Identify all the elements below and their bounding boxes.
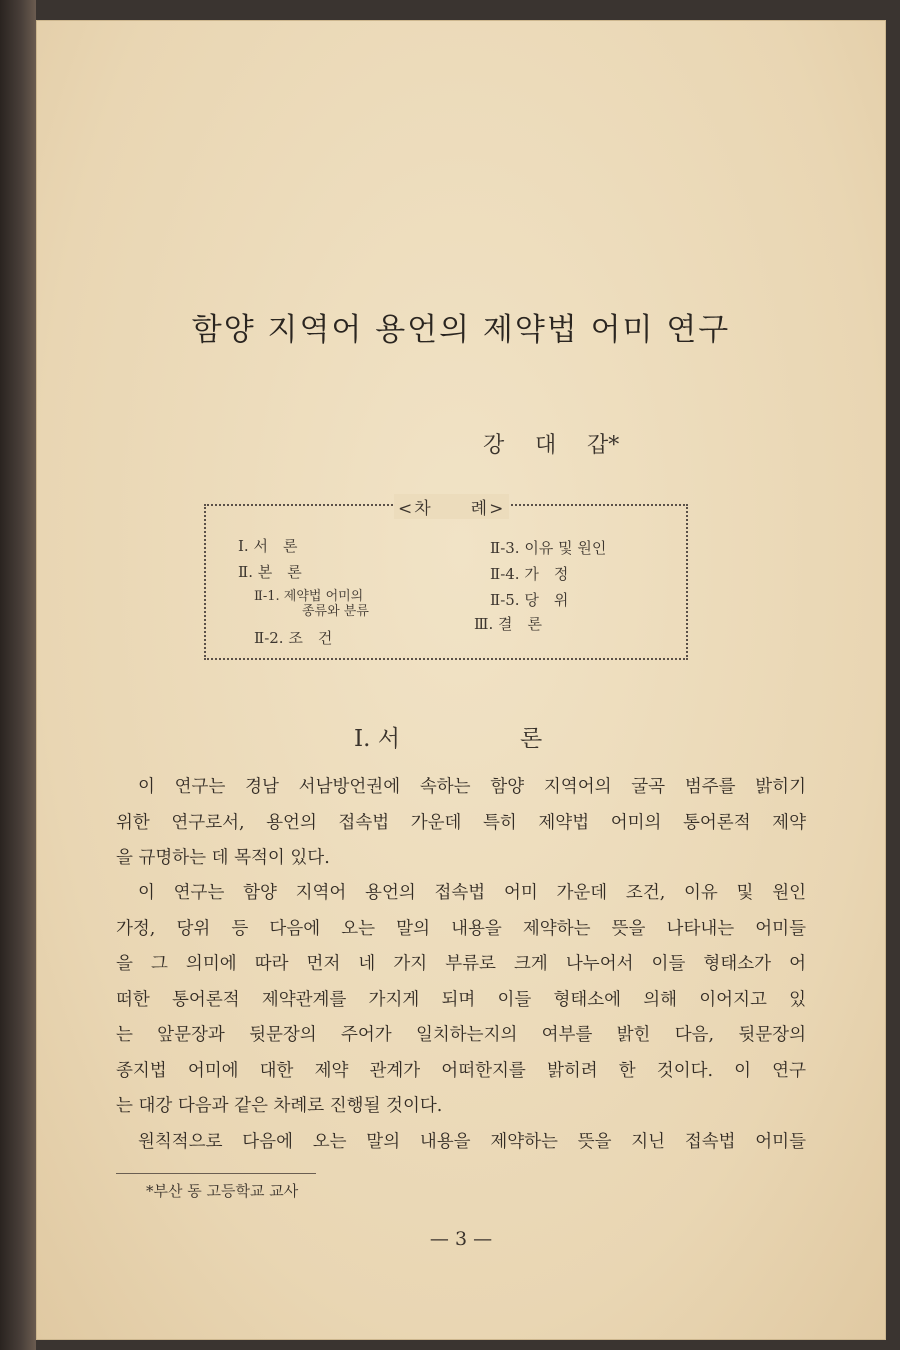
text-line: 위한 연구로서, 용언의 접속법 가운데 특히 제약법 어미의 통어론적 제약 (116, 812, 806, 833)
toc-heading: <차 례> (394, 494, 509, 519)
toc-item: Ⅱ-2. 조 건 (254, 629, 333, 647)
author-part: 대 (535, 433, 557, 458)
text-line: 을 그 의미에 따라 먼저 네 가지 부류로 크게 나누어서 이들 형태소가 어 (116, 954, 806, 974)
book-spine-shadow (0, 0, 36, 1350)
text-line: 을 규명하는 데 목적이 있다. (116, 848, 330, 868)
toc-item: Ⅱ-3. 이유 및 원인 (490, 539, 607, 557)
toc-item: Ⅱ. 본 론 (238, 563, 302, 581)
text-line: 는 대강 다음과 같은 차례로 진행될 것이다. (116, 1096, 443, 1116)
text-line: 이 연구는 경남 서남방언권에 속하는 함양 지역어의 굴곡 범주를 밝히기 (138, 777, 806, 797)
page-number: — 3 — (429, 1228, 493, 1250)
paragraph-1 (116, 770, 806, 877)
text-line: 종지법 어미에 대한 제약 관계가 어떠한지를 밝히려 한 것이다. 이 연구 (116, 1060, 806, 1081)
toc-item: Ⅲ. 결 론 (474, 615, 542, 633)
section-heading-numeral: Ⅰ. 서 (354, 726, 400, 752)
text-line: 떠한 통어론적 제약관계를 가지게 되며 이들 형태소에 의해 이어지고 있 (116, 989, 806, 1010)
text-line: 원칙적으로 다음에 오는 말의 내용을 제약하는 뜻을 지닌 접속법 어미들 (138, 1132, 806, 1152)
toc-item: 종류와 분류 (302, 604, 369, 619)
toc-item: Ⅱ-4. 가 정 (490, 565, 569, 583)
section-heading (354, 720, 542, 753)
footnote: *부산 동 고등학교 교사 (146, 1182, 299, 1200)
footnote-divider (116, 1173, 316, 1174)
table-of-contents (204, 499, 688, 660)
text-line: 이 연구는 함양 지역어 용언의 접속법 어미 가운데 조건, 이유 및 원인 (138, 883, 806, 903)
section-heading-rest: 론 (519, 726, 543, 752)
toc-item: Ⅱ-1. 제약법 어미의 (254, 589, 364, 604)
article-title: 함양 지역어 용언의 제약법 어미 연구 (191, 312, 731, 348)
toc-item: Ⅱ-5. 당 위 (490, 591, 569, 609)
author-name (483, 428, 619, 459)
document-page (36, 20, 886, 1340)
author-part: 갑* (587, 433, 620, 458)
text-line: 는 앞문장과 뒷문장의 주어가 일치하는지의 여부를 밝힌 다음, 뒷문장의 (116, 1025, 806, 1045)
author-part: 강 (483, 433, 505, 458)
text-line: 가정, 당위 등 다음에 오는 말의 내용을 제약하는 뜻을 나타내는 어미들 (116, 918, 806, 939)
paragraph-3 (116, 1125, 806, 1161)
paragraph-2 (116, 876, 806, 1125)
toc-item: Ⅰ. 서 론 (238, 537, 298, 555)
